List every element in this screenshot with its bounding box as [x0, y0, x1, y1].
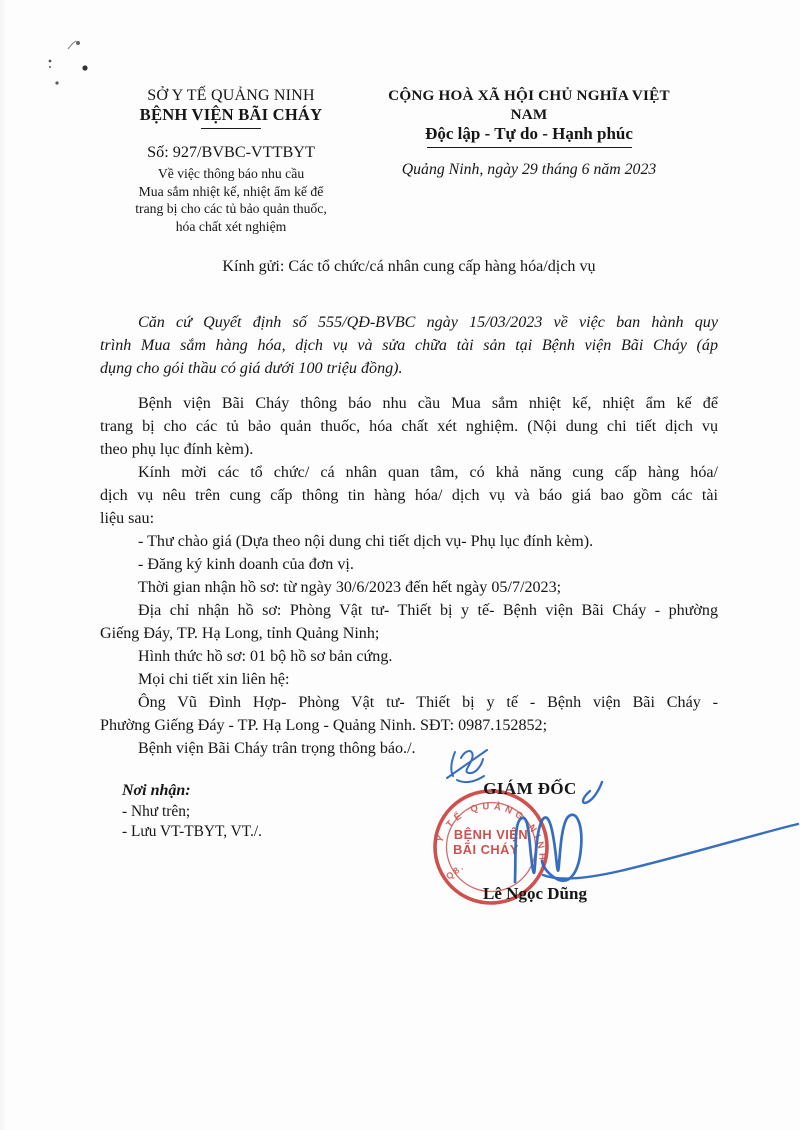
- document-subject: Về việc thông báo nhu cầu Mua sắm nhiệt kế, nhiệt ẩm kế để trang bị cho các tủ bảo quản thuốc, hóa chất xét nghiệm: [135, 166, 327, 234]
- letter-body: [100, 255, 718, 760]
- signature-initial-scribble: [447, 750, 487, 782]
- contact-paragraph: Ông Vũ Đình Hợp- Phòng Vật tư- Thiết bị y tế - Bệnh viện Bãi Cháy - Phường Giếng Đáy - TP. Hạ Long - Quảng Ninh. SĐT: 0987.152852;: [100, 694, 718, 734]
- stamp-ring-text: Y TẾ QUẢNG NINH: [434, 801, 548, 865]
- address-paragraph: Địa chỉ nhận hồ sơ: Phòng Vật tư- Thiết bị y tế- Bệnh viện Bãi Cháy - phường Giếng Đáy, TP. Hạ Long, tỉnh Quảng Ninh;: [100, 602, 718, 642]
- recipients-label: Nơi nhận:: [122, 782, 191, 799]
- closing-line: Bệnh viện Bãi Cháy trân trọng thông báo./.: [138, 740, 416, 757]
- document-number: Số: 927/BVBC-VTTBYT: [147, 143, 315, 161]
- issuer-block: [112, 86, 350, 235]
- invitation-paragraph: Kính mời các tổ chức/ cá nhân quan tâm, có khả năng cung cấp hàng hóa/ dịch vụ nêu trên cung cấp thông tin hàng hóa/ dịch vụ và báo giá bao gồm các tài liệu sau:: [100, 464, 718, 527]
- national-motto: Độc lập - Tự do - Hạnh phúc: [425, 124, 633, 143]
- stamp-org-line2: BÃI CHÁY: [453, 842, 519, 857]
- announcement-paragraph: Bệnh viện Bãi Cháy thông báo nhu cầu Mua sắm nhiệt kế, nhiệt ẩm kế để trang bị cho các tủ bảo quản thuốc, hóa chất xét nghiệm. (Nội dung chi tiết dịch vụ theo phụ lục đính kèm).: [100, 395, 718, 458]
- ink-speckles: [28, 22, 118, 112]
- deadline-line: Thời gian nhận hồ sơ: từ ngày 30/6/2023 đến hết ngày 05/7/2023;: [138, 579, 562, 596]
- date-line: Quảng Ninh, ngày 29 tháng 6 năm 2023: [401, 161, 657, 178]
- issuer-parent-org: SỞ Y TẾ QUẢNG NINH: [147, 87, 315, 104]
- recipients-list: - Như trên; - Lưu VT-TBYT, VT./.: [122, 802, 263, 840]
- national-title: CỘNG HOÀ XÃ HỘI CHỦ NGHĨA VIỆT NAM: [388, 87, 670, 123]
- recipients-block: [122, 781, 262, 843]
- format-line: Hình thức hồ sơ: 01 bộ hồ sơ bản cứng.: [138, 648, 393, 665]
- signature-main-scribble: [515, 815, 581, 882]
- salutation-line: Kính gửi: Các tổ chức/cá nhân cung cấp hàng hóa/dịch vụ: [222, 258, 596, 275]
- motto-underline: [427, 147, 632, 148]
- bullet-business-registration: - Đăng ký kinh doanh của đơn vị.: [138, 556, 354, 573]
- org-name-underline: [201, 128, 261, 129]
- signer-name: Lê Ngọc Dũng: [483, 884, 587, 903]
- signer-title: GIÁM ĐỐC: [483, 779, 577, 798]
- legal-basis-paragraph: Căn cứ Quyết định số 555/QĐ-BVBC ngày 15/03/2023 về việc ban hành quy trình Mua sắm hàng hóa, dịch vụ và sửa chữa tài sản tại Bệnh viện Bãi Cháy (áp dụng cho gói thầu có giá dưới 100 triệu đồng).: [100, 314, 718, 377]
- stamp-org-line1: BỆNH VIỆN: [453, 827, 529, 842]
- issuer-org-name: BỆNH VIỆN BÃI CHÁY: [139, 105, 323, 124]
- contact-intro-line: Mọi chi tiết xin liên hệ:: [138, 671, 290, 688]
- bullet-quote-letter: - Thư chào giá (Dựa theo nội dung chi tiết dịch vụ- Phụ lục đính kèm).: [138, 533, 594, 550]
- national-header-block: [368, 86, 690, 179]
- stamp-ring-code: Q8.: [444, 861, 467, 882]
